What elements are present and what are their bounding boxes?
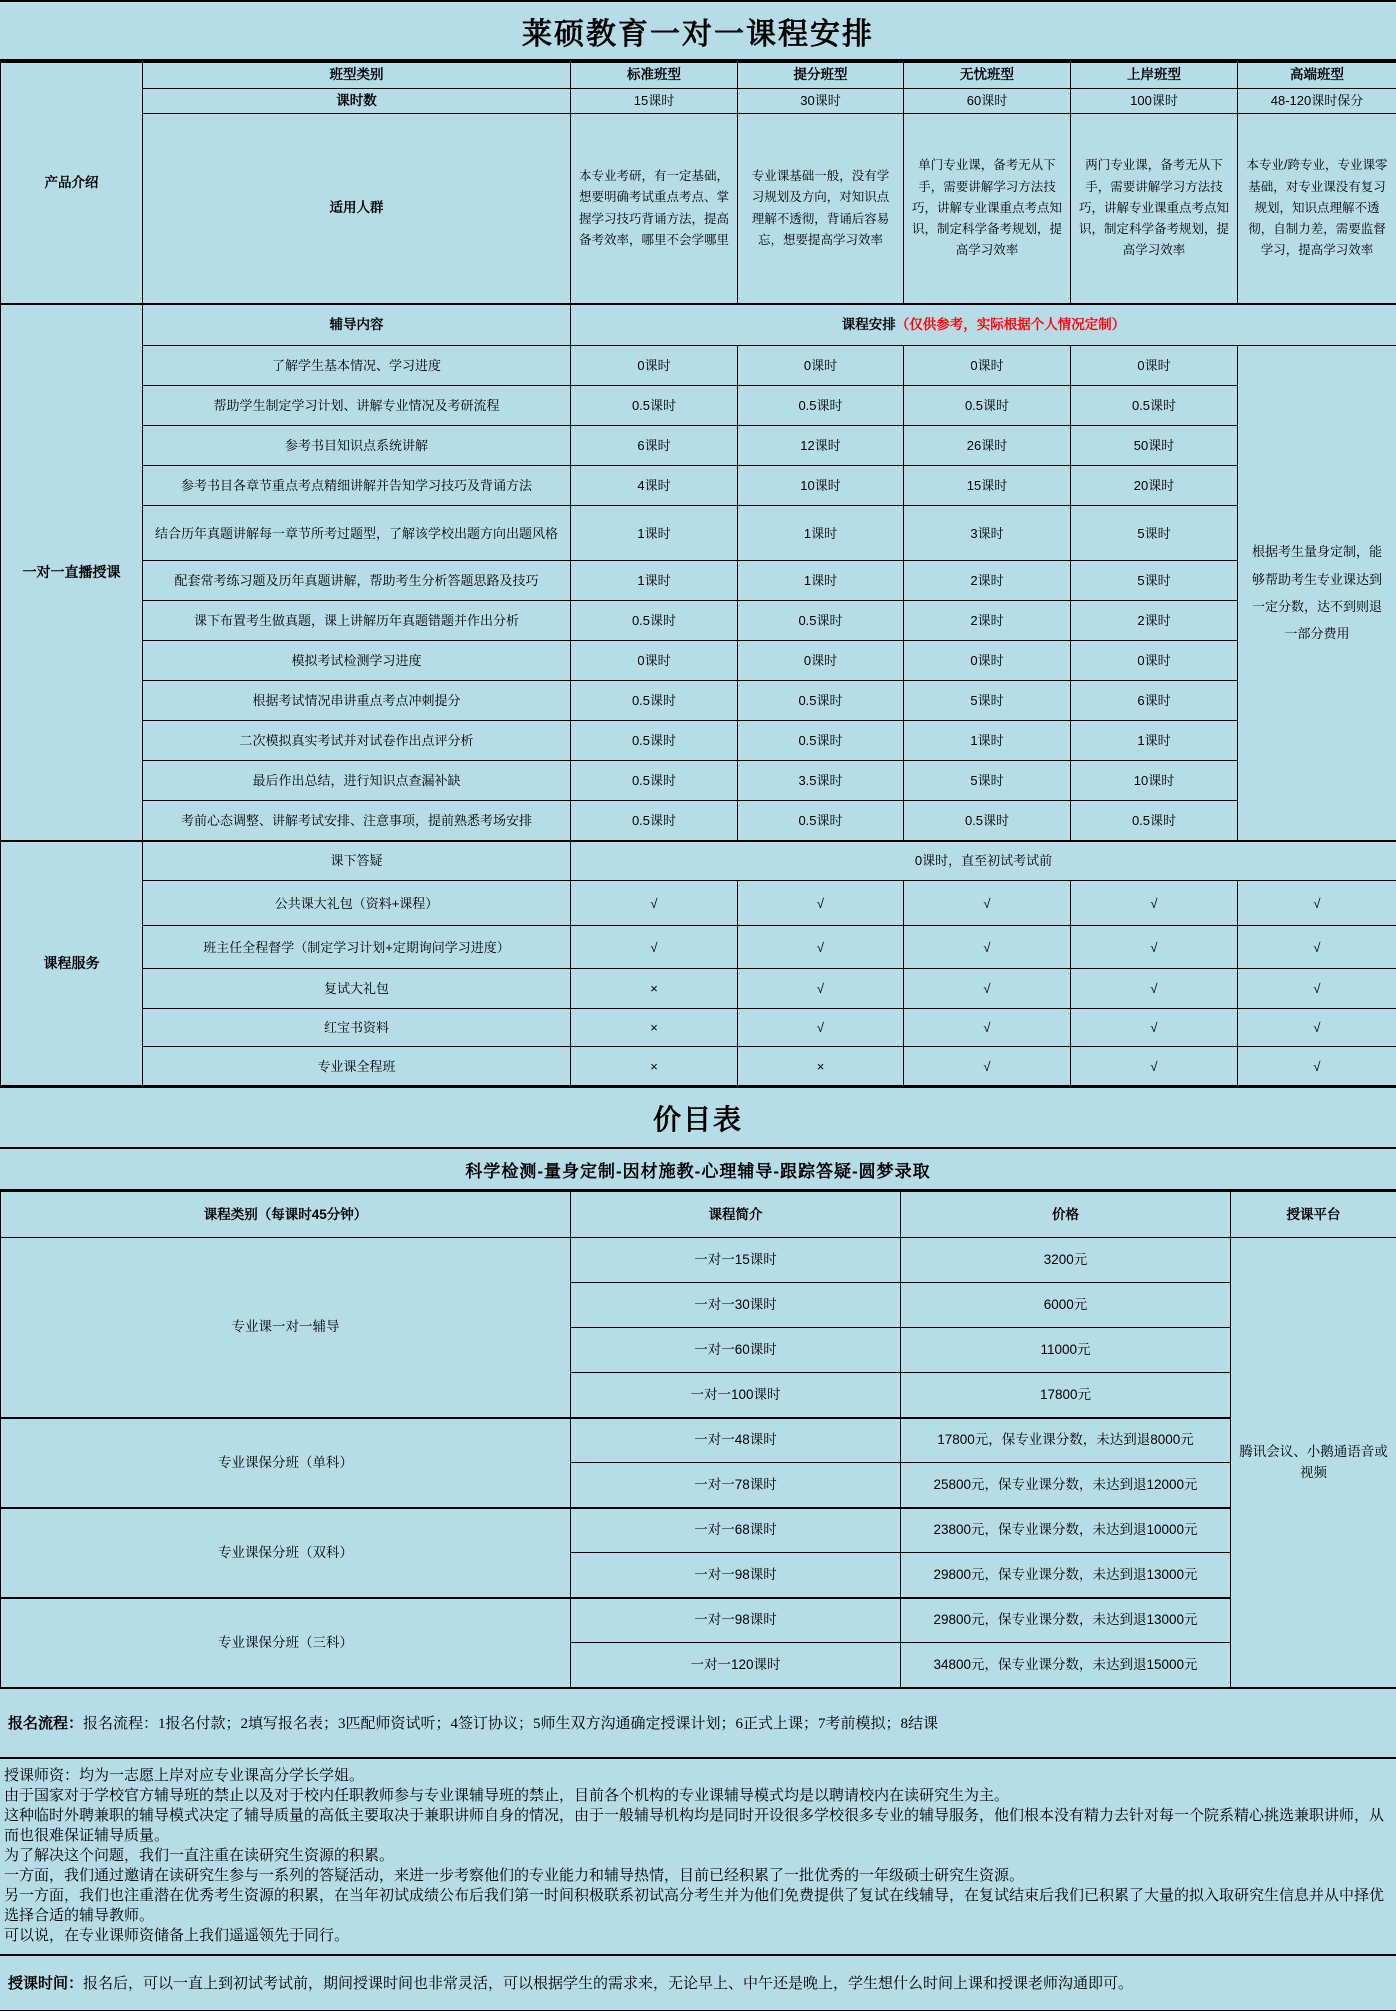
- hours-cell: 6课时: [571, 426, 738, 466]
- hours-cell: 1课时: [571, 561, 738, 601]
- class-name-wuyou: 无忧班型: [904, 63, 1071, 89]
- schedule-text: 报名后，可以一直上到初试考试前，期间授课时间也非常灵活，可以根据学生的需求来，无论早上、中午还是晚上，学生想什么时间上课和授课老师沟通即可。: [83, 1976, 1134, 1993]
- hours-cell: 5课时: [1071, 506, 1238, 561]
- check-mark: √: [1238, 1009, 1396, 1047]
- hours-cell: 5课时: [904, 761, 1071, 801]
- content-header-row: [1, 304, 1396, 346]
- plan-header-note: （仅供参考，实际根据个人情况定制）: [895, 316, 1126, 332]
- plan-header-cell: [571, 304, 1396, 346]
- page-title: [0, 2, 1396, 62]
- check-mark: √: [904, 1009, 1071, 1047]
- price-row: [1, 1238, 1396, 1283]
- hours-value: 60课时: [904, 89, 1071, 114]
- content-label: 参考书目各章节重点考点精细讲解并告知学习技巧及背诵方法: [143, 466, 571, 506]
- hours-value: 15课时: [571, 89, 738, 114]
- price-group-label: 专业课保分班（单科）: [1, 1418, 571, 1508]
- hours-cell: 10课时: [1071, 761, 1238, 801]
- content-row: [1, 721, 1396, 761]
- signup-flow-text: 报名流程：1报名付款；2填写报名表；3匹配师资试听；4签订协议；5师生双方沟通确定授课计划；6正式上课；7考前模拟；8结课: [83, 1716, 939, 1733]
- hours-cell: 20课时: [1071, 466, 1238, 506]
- hours-cell: 5课时: [1071, 561, 1238, 601]
- content-row: [1, 561, 1396, 601]
- plan-header-label: 课程安排: [841, 316, 896, 332]
- platform-cell: 腾讯会议、小鹅通语音或视频: [1231, 1238, 1396, 1688]
- content-label: 模拟考试检测学习进度: [143, 641, 571, 681]
- hours-cell: 2课时: [904, 601, 1071, 641]
- hours-cell: 0.5课时: [1071, 386, 1238, 426]
- service-label: 公共课大礼包（资料+课程）: [143, 881, 571, 926]
- hours-cell: 0.5课时: [1071, 801, 1238, 841]
- cross-mark: ×: [738, 1047, 904, 1086]
- hours-cell: 0.5课时: [571, 721, 738, 761]
- audience-text: 本专业考研，有一定基础，想要明确考试重点考点、掌握学习技巧背诵方法，提高备考效率，哪里不会学哪里: [571, 114, 738, 304]
- course-price: 29800元，保专业课分数，未达到退13000元: [901, 1598, 1231, 1643]
- hours-cell: 10课时: [738, 466, 904, 506]
- service-label: 课下答疑: [143, 841, 571, 881]
- hours-cell: 3.5课时: [738, 761, 904, 801]
- hours-cell: 0课时: [904, 346, 1071, 386]
- check-mark: √: [1071, 881, 1238, 926]
- hours-cell: 0.5课时: [738, 721, 904, 761]
- content-label: 最后作出总结，进行知识点查漏补缺: [143, 761, 571, 801]
- schedule-info: [0, 1956, 1396, 2011]
- course-price: 3200元: [901, 1238, 1231, 1283]
- content-row: [1, 506, 1396, 561]
- row-label-audience: 适用人群: [143, 114, 571, 304]
- audience-text: 单门专业课，备考无从下手，需要讲解学习方法技巧，讲解专业课重点考点知识，制定科学备考规划，提高学习效率: [904, 114, 1071, 304]
- content-label: 考前心态调整、讲解考试安排、注意事项，提前熟悉考场安排: [143, 801, 571, 841]
- hours-cell: 0.5课时: [738, 386, 904, 426]
- hours-cell: 0.5课时: [904, 386, 1071, 426]
- hours-cell: 0课时: [1071, 641, 1238, 681]
- audience-text: 两门专业课，备考无从下手，需要讲解学习方法技巧，讲解专业课重点考点知识，制定科学备考规划，提高学习效率: [1071, 114, 1238, 304]
- content-label: 了解学生基本情况、学习进度: [143, 346, 571, 386]
- content-row: [1, 426, 1396, 466]
- cross-mark: ×: [571, 1047, 738, 1086]
- content-row: [1, 761, 1396, 801]
- hours-cell: 0.5课时: [738, 681, 904, 721]
- hours-cell: 0课时: [1071, 346, 1238, 386]
- hours-count-row: [1, 89, 1396, 114]
- check-mark: √: [738, 926, 904, 969]
- price-row: [1, 1598, 1396, 1643]
- content-row: [1, 801, 1396, 841]
- hours-value: 30课时: [738, 89, 904, 114]
- hours-cell: 1课时: [738, 561, 904, 601]
- section-label-live: 一对一直播授课: [1, 304, 143, 841]
- audience-row: [1, 114, 1396, 304]
- check-mark: √: [904, 881, 1071, 926]
- price-list-title-text: 价目表: [652, 1103, 743, 1135]
- class-name-tifen: 提分班型: [738, 63, 904, 89]
- class-name-standard: 标准班型: [571, 63, 738, 89]
- hours-cell: 0.5课时: [571, 761, 738, 801]
- hours-cell: 0课时: [571, 641, 738, 681]
- class-name-gaoduan: 高端班型: [1238, 63, 1396, 89]
- cross-mark: ×: [571, 1009, 738, 1047]
- hours-cell: 1课时: [904, 721, 1071, 761]
- course-intro: 一对一100课时: [571, 1373, 901, 1418]
- content-label: 结合历年真题讲解每一章节所考过题型，了解该学校出题方向出题风格: [143, 506, 571, 561]
- hours-cell: 1课时: [738, 506, 904, 561]
- course-price: 34800元，保专业课分数，未达到退15000元: [901, 1643, 1231, 1688]
- check-mark: √: [738, 881, 904, 926]
- course-intro: 一对一98课时: [571, 1553, 901, 1598]
- price-list-subtitle: [0, 1149, 1396, 1191]
- row-label-hours: 课时数: [143, 89, 571, 114]
- course-price: 17800元，保专业课分数，未达到退8000元: [901, 1418, 1231, 1463]
- check-mark: √: [1071, 926, 1238, 969]
- check-mark: √: [1071, 1009, 1238, 1047]
- hours-value: 48-120课时保分: [1238, 89, 1396, 114]
- check-mark: √: [904, 1047, 1071, 1086]
- hours-cell: 1课时: [571, 506, 738, 561]
- check-mark: √: [1238, 969, 1396, 1009]
- hours-cell: 5课时: [904, 681, 1071, 721]
- check-mark: √: [1238, 1047, 1396, 1086]
- course-price: 23800元，保专业课分数，未达到退10000元: [901, 1508, 1231, 1553]
- hours-cell: 0课时: [738, 641, 904, 681]
- hours-cell: 12课时: [738, 426, 904, 466]
- page-title-text: 莱硕教育一对一课程安排: [522, 17, 874, 51]
- content-row: [1, 641, 1396, 681]
- check-mark: √: [571, 881, 738, 926]
- price-header-row: [1, 1192, 1396, 1238]
- teacher-info-line: 为了解决这个问题，我们一直注重在读研究生资源的积累。: [4, 1847, 395, 1864]
- hours-cell: 0.5课时: [571, 386, 738, 426]
- signup-flow-label: 报名流程：: [8, 1715, 84, 1733]
- content-label: 课下布置考生做真题，课上讲解历年真题错题并作出分析: [143, 601, 571, 641]
- qa-value-cell: 0课时，直至初试考试前: [571, 841, 1396, 881]
- course-intro: 一对一15课时: [571, 1238, 901, 1283]
- service-label: 专业课全程班: [143, 1047, 571, 1086]
- hours-cell: 2课时: [1071, 601, 1238, 641]
- check-mark: √: [1071, 1047, 1238, 1086]
- service-row: [1, 1009, 1396, 1047]
- check-mark: √: [571, 926, 738, 969]
- signup-flow: [0, 1689, 1396, 1759]
- teacher-info-line: 这种临时外聘兼职的辅导模式决定了辅导质量的高低主要取决于兼职讲师自身的情况，由于一般辅导机构均是同时开设很多学校很多专业的辅导服务，他们根本没有精力去针对每一个院系精心挑选兼职讲师，从而也很难保证辅导质量。: [4, 1807, 1385, 1844]
- teacher-info-block: [0, 1759, 1396, 1956]
- content-label: 配套常考练习题及历年真题讲解，帮助考生分析答题思路及技巧: [143, 561, 571, 601]
- teacher-info-line: 授课师资：均为一志愿上岸对应专业课高分学长学姐。: [4, 1767, 365, 1784]
- hours-cell: 0课时: [738, 346, 904, 386]
- section-label-service: 课程服务: [1, 841, 143, 1086]
- hours-cell: 0.5课时: [738, 801, 904, 841]
- price-row: [1, 1508, 1396, 1553]
- content-row: [1, 601, 1396, 641]
- price-header-platform: 授课平台: [1231, 1192, 1396, 1238]
- check-mark: √: [738, 969, 904, 1009]
- content-row: [1, 681, 1396, 721]
- content-label: 帮助学生制定学习计划、讲解专业情况及考研流程: [143, 386, 571, 426]
- course-intro: 一对一68课时: [571, 1508, 901, 1553]
- content-row: [1, 346, 1396, 386]
- service-row: [1, 881, 1396, 926]
- check-mark: √: [904, 969, 1071, 1009]
- hours-cell: 4课时: [571, 466, 738, 506]
- price-table: [0, 1191, 1396, 1689]
- price-row: [1, 1418, 1396, 1463]
- hours-cell: 50课时: [1071, 426, 1238, 466]
- row-label-class-type: 班型类别: [143, 63, 571, 89]
- class-type-header-row: [1, 63, 1396, 89]
- hours-cell: 0.5课时: [571, 801, 738, 841]
- course-price: 6000元: [901, 1283, 1231, 1328]
- section-label-product: 产品介绍: [1, 63, 143, 304]
- hours-cell: 0.5课时: [571, 601, 738, 641]
- service-row: [1, 926, 1396, 969]
- teacher-info-line: 一方面，我们通过邀请在读研究生参与一系列的答疑活动，来进一步考察他们的专业能力和辅导热情，目前已经积累了一批优秀的一年级硕士研究生资源。: [4, 1867, 1025, 1884]
- price-group-label: 专业课保分班（双科）: [1, 1508, 571, 1598]
- price-header-category: 课程类别（每课时45分钟）: [1, 1192, 571, 1238]
- content-label: 根据考试情况串讲重点考点冲刺提分: [143, 681, 571, 721]
- price-list-title: [0, 1086, 1396, 1149]
- course-plan-table: [0, 62, 1396, 1086]
- price-header-price: 价格: [901, 1192, 1231, 1238]
- check-mark: √: [1238, 881, 1396, 926]
- cross-mark: ×: [571, 969, 738, 1009]
- price-group-label: 专业课保分班（三科）: [1, 1598, 571, 1688]
- check-mark: √: [738, 1009, 904, 1047]
- service-label: 班主任全程督学（制定学习计划+定期询问学习进度）: [143, 926, 571, 969]
- course-intro: 一对一78课时: [571, 1463, 901, 1508]
- content-label: 二次模拟真实考试并对试卷作出点评分析: [143, 721, 571, 761]
- teacher-info-line: 可以说，在专业课师资储备上我们遥遥领先于同行。: [4, 1927, 350, 1944]
- course-price: 25800元，保专业课分数，未达到退12000元: [901, 1463, 1231, 1508]
- hours-cell: 1课时: [1071, 721, 1238, 761]
- hours-cell: 3课时: [904, 506, 1071, 561]
- course-price: 17800元: [901, 1373, 1231, 1418]
- course-intro: 一对一48课时: [571, 1418, 901, 1463]
- price-group-label: 专业课一对一辅导: [1, 1238, 571, 1418]
- check-mark: √: [1238, 926, 1396, 969]
- row-label-content: 辅导内容: [143, 304, 571, 346]
- price-list-subtitle-text: 科学检测-量身定制-因材施教-心理辅导-跟踪答疑-圆梦录取: [465, 1161, 931, 1181]
- course-intro: 一对一30课时: [571, 1283, 901, 1328]
- hours-cell: 26课时: [904, 426, 1071, 466]
- service-row: [1, 969, 1396, 1009]
- teacher-info-line: 另一方面，我们也注重潜在优秀考生资源的积累，在当年初试成绩公布后我们第一时间积极联系初试高分考生并为他们免费提供了复试在线辅导，在复试结束后我们已积累了大量的拟入取研究生信息并从中择优选择合适的辅导教师。: [4, 1887, 1385, 1924]
- hours-cell: 0.5课时: [571, 681, 738, 721]
- course-intro: 一对一98课时: [571, 1598, 901, 1643]
- hours-cell: 0.5课时: [738, 601, 904, 641]
- hours-value: 100课时: [1071, 89, 1238, 114]
- course-intro: 一对一120课时: [571, 1643, 901, 1688]
- audience-text: 专业课基础一般，没有学习规划及方向，对知识点理解不透彻，背诵后容易忘，想要提高学习效率: [738, 114, 904, 304]
- service-label: 复试大礼包: [143, 969, 571, 1009]
- content-label: 参考书目知识点系统讲解: [143, 426, 571, 466]
- hours-cell: 6课时: [1071, 681, 1238, 721]
- price-header-intro: 课程简介: [571, 1192, 901, 1238]
- hours-cell: 2课时: [904, 561, 1071, 601]
- hours-cell: 15课时: [904, 466, 1071, 506]
- check-mark: √: [904, 926, 1071, 969]
- course-price: 11000元: [901, 1328, 1231, 1373]
- premium-note-cell: 根据考生量身定制，能够帮助考生专业课达到一定分数，达不到则退一部分费用: [1238, 346, 1396, 841]
- schedule-label: 授课时间：: [8, 1975, 84, 1993]
- hours-cell: 0课时: [571, 346, 738, 386]
- course-price: 29800元，保专业课分数，未达到退13000元: [901, 1553, 1231, 1598]
- teacher-info-line: 由于国家对于学校官方辅导班的禁止以及对于校内任职教师参与专业课辅导班的禁止，目前各个机构的专业课辅导模式均是以聘请校内在读研究生为主。: [4, 1787, 1010, 1804]
- class-name-shangan: 上岸班型: [1071, 63, 1238, 89]
- hours-cell: 0.5课时: [904, 801, 1071, 841]
- service-row: [1, 1047, 1396, 1086]
- hours-cell: 0课时: [904, 641, 1071, 681]
- course-intro: 一对一60课时: [571, 1328, 901, 1373]
- service-label: 红宝书资料: [143, 1009, 571, 1047]
- check-mark: √: [1071, 969, 1238, 1009]
- qa-row: [1, 841, 1396, 881]
- content-row: [1, 466, 1396, 506]
- content-row: [1, 386, 1396, 426]
- audience-text: 本专业/跨专业，专业课零基础，对专业课没有复习规划，知识点理解不透彻，自制力差，需要监督学习，提高学习效率: [1238, 114, 1396, 304]
